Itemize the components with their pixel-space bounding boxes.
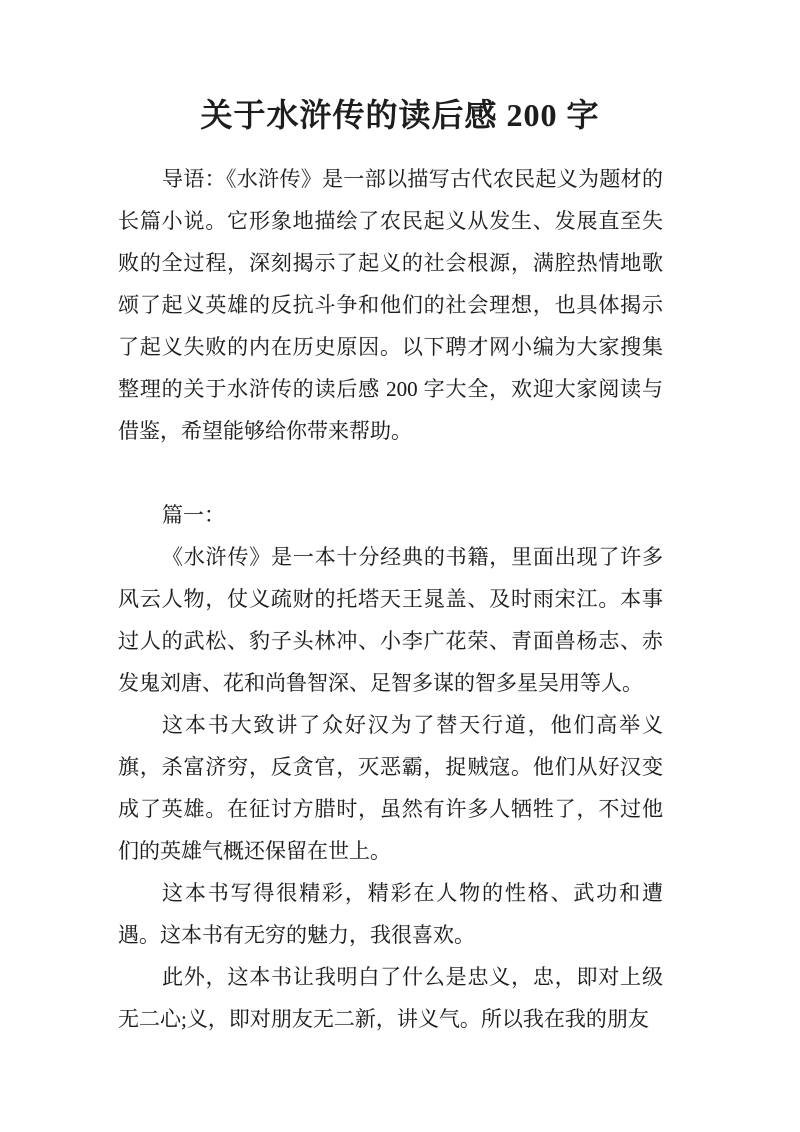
intro-paragraph: 导语：《水浒传》是一部以描写古代农民起义为题材的长篇小说。它形象地描绘了农民起义从发生、发展直至失败的全过程，深刻揭示了起义的社会根源，满腔热情地歌颂了起义英雄的反抗斗争和他们的社会理想，也具体揭示了起义失败的内在历史原因。以下聘才网小编为大家搜集整理的关于水浒传的读后感 200 字大全，欢迎大家阅读与借鉴，希望能够给你带来帮助。 xyxy=(118,167,663,443)
section-paragraph: 这本书大致讲了众好汉为了替天行道，他们高举义旗，杀富济穷，反贪官，灭恶霸，捉贼寇。他们从好汉变成了英雄。在征讨方腊时，虽然有许多人牺牲了，不过他们的英雄气概还保留在世上。 xyxy=(118,713,663,863)
section-paragraph: 这本书写得很精彩，精彩在人物的性格、武功和遭遇。这本书有无穷的魅力，我很喜欢。 xyxy=(118,881,663,947)
document-body xyxy=(118,158,663,1040)
section-paragraphs xyxy=(118,536,663,1040)
section-paragraph: 《水浒传》是一本十分经典的书籍，里面出现了许多风云人物，仗义疏财的托塔天王晁盖、及时雨宋江。本事过人的武松、豹子头林冲、小李广花荣、青面兽杨志、赤发鬼刘唐、花和尚鲁智深、足智多谋的智多星吴用等人。 xyxy=(118,545,663,695)
section-label: 篇一： xyxy=(162,503,225,527)
section-paragraph: 此外，这本书让我明白了什么是忠义，忠，即对上级无二心;义，即对朋友无二新，讲义气。所以我在我的朋友 xyxy=(118,965,663,1031)
page-title: 关于水浒传的读后感 200 字 xyxy=(200,97,600,133)
